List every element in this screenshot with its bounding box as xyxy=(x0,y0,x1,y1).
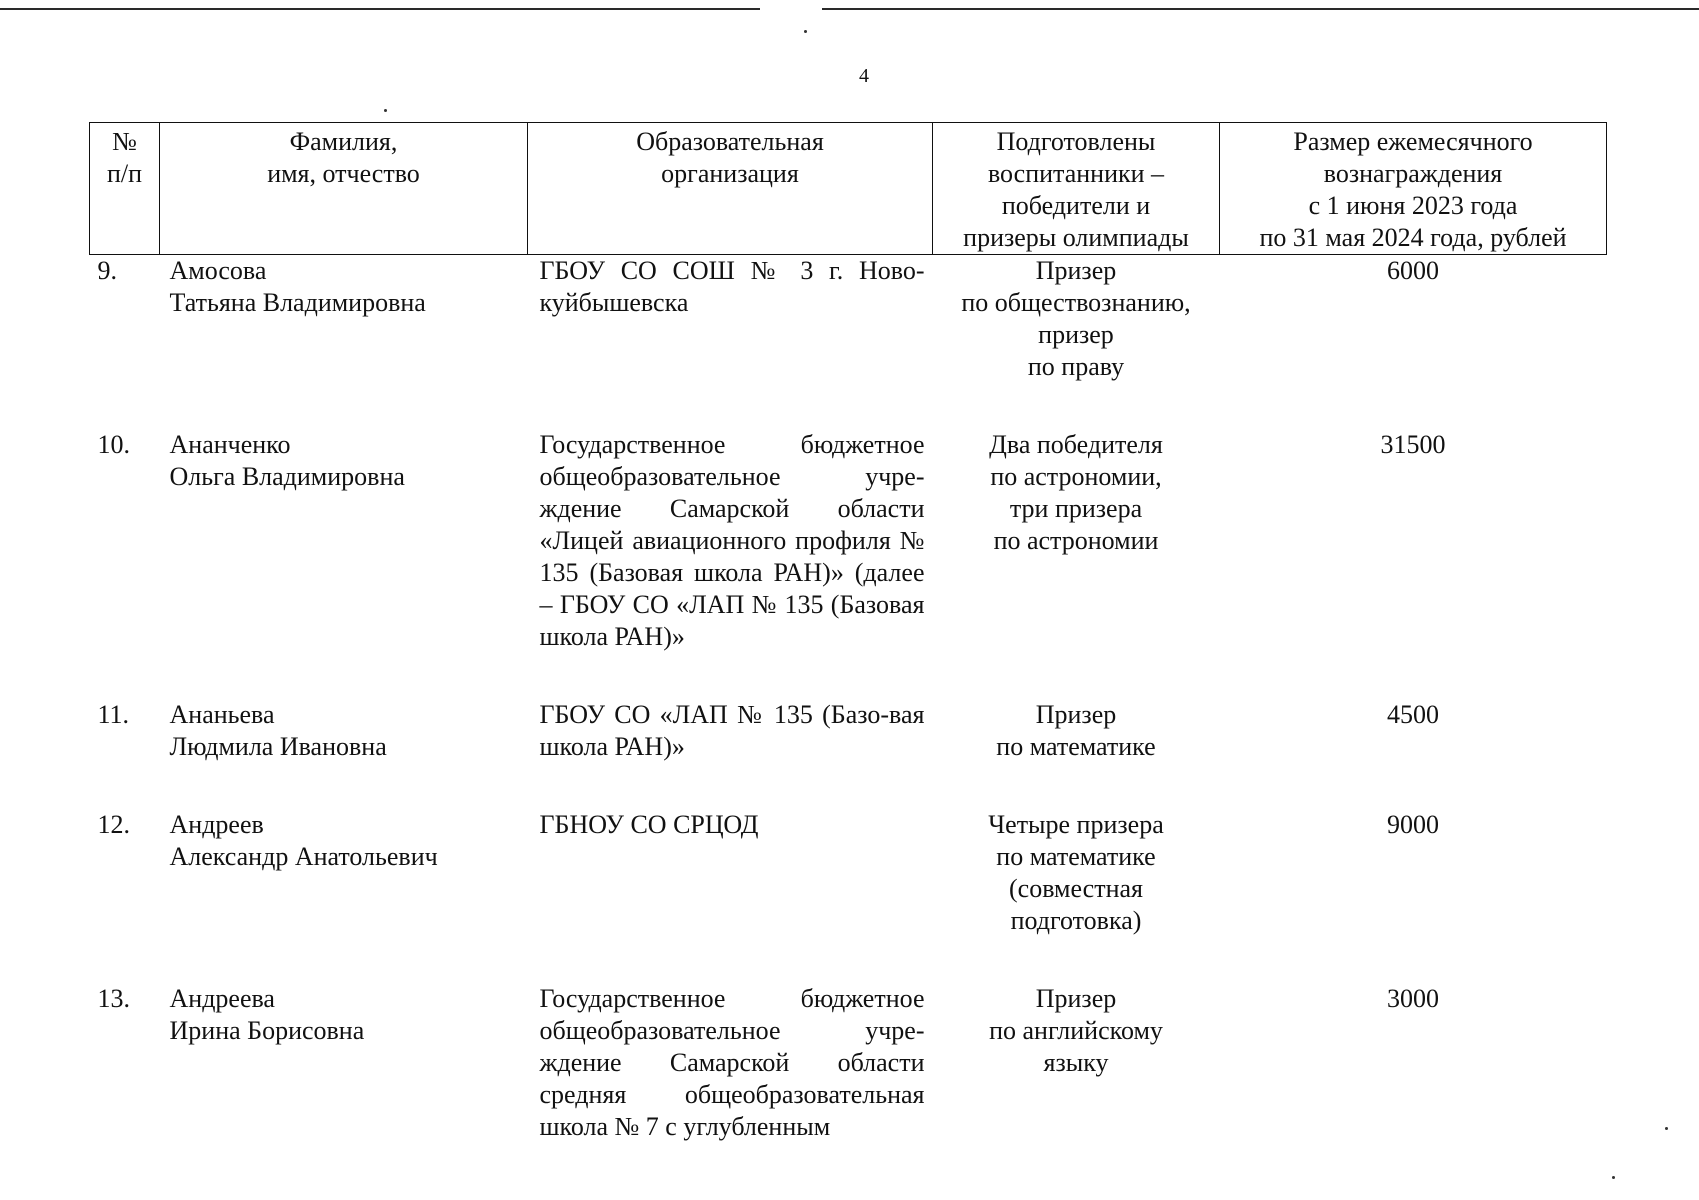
header-winners-line: победители и xyxy=(1001,191,1151,220)
table-row xyxy=(90,429,1607,699)
winners xyxy=(933,429,1220,699)
winners-line: по астрономии, xyxy=(990,462,1162,491)
winners-line: Призер xyxy=(1035,256,1117,285)
award-amount: 6000 xyxy=(1387,256,1439,285)
awards-table xyxy=(89,122,1607,1143)
table-row xyxy=(90,699,1607,809)
winners-line: по математике xyxy=(996,732,1156,761)
header-winners-line: призеры олимпиады xyxy=(963,223,1189,252)
header-winners xyxy=(933,123,1220,255)
winners-line: три призера xyxy=(1009,494,1143,523)
header-org xyxy=(528,123,933,255)
person-given-names: Александр Анатольевич xyxy=(169,842,438,871)
person-surname: Амосова xyxy=(169,256,267,285)
table-row xyxy=(90,983,1607,1143)
winners-line: по праву xyxy=(1027,352,1125,381)
scan-top-rule-right xyxy=(822,8,1699,10)
award-amount: 3000 xyxy=(1387,984,1439,1013)
person-name xyxy=(160,255,528,430)
scan-speck xyxy=(1612,1176,1615,1179)
header-org-line: Образовательная xyxy=(636,127,824,156)
header-amount xyxy=(1220,123,1607,255)
winners-line: по обществознанию, xyxy=(961,288,1191,317)
winners-line: Призер xyxy=(1035,984,1117,1013)
winners-line: по английскому xyxy=(989,1016,1163,1045)
header-num xyxy=(90,123,160,255)
winners-line: (совместная xyxy=(1009,874,1143,903)
winners-line: по математике xyxy=(996,842,1156,871)
person-name xyxy=(160,809,528,983)
person-name xyxy=(160,699,528,809)
organization: ГБОУ СО СОШ № 3 г. Ново-куйбышевска xyxy=(539,256,925,317)
header-amount-line: с 1 июня 2023 года xyxy=(1308,191,1518,220)
header-amount-line: Размер ежемесячного xyxy=(1293,127,1533,156)
winners-line: Два победителя xyxy=(989,430,1163,459)
organization: Государственное бюджетное общеобразовательное учре-ждение Самарской области «Лицей авиационного профиля № 135 (Базовая школа РАН)» (далее – ГБОУ СО «ЛАП № 135 (Базовая школа РАН)» xyxy=(539,430,925,651)
winners xyxy=(933,983,1220,1143)
row-number: 10. xyxy=(97,430,130,459)
person-given-names: Ольга Владимировна xyxy=(169,462,405,491)
winners-line: Призер xyxy=(1035,700,1117,729)
header-amount-line: по 31 мая 2024 года, рублей xyxy=(1259,223,1567,252)
organization: ГБНОУ СО СРЦОД xyxy=(539,810,759,839)
page-number: 4 xyxy=(859,65,869,87)
organization: ГБОУ СО «ЛАП № 135 (Базо-вая школа РАН)» xyxy=(539,700,925,761)
winners-line: Четыре призера xyxy=(988,810,1164,839)
header-num-line: № xyxy=(112,127,137,156)
header-num-line: п/п xyxy=(106,159,143,188)
header-name xyxy=(160,123,528,255)
scan-speck xyxy=(804,30,807,33)
scan-speck xyxy=(384,109,387,112)
header-amount-line: вознаграждения xyxy=(1323,159,1503,188)
header-winners-line: Подготовлены xyxy=(996,127,1156,156)
winners xyxy=(933,255,1220,430)
header-name-line: Фамилия, xyxy=(289,127,398,156)
winners-line: языку xyxy=(1043,1048,1109,1077)
winners xyxy=(933,699,1220,809)
header-name-line: имя, отчество xyxy=(267,159,420,188)
person-surname: Ананченко xyxy=(169,430,291,459)
person-name xyxy=(160,429,528,699)
award-amount: 4500 xyxy=(1387,700,1439,729)
scan-speck xyxy=(1665,1127,1668,1130)
person-surname: Андреева xyxy=(169,984,275,1013)
table-row xyxy=(90,809,1607,983)
person-surname: Ананьева xyxy=(169,700,275,729)
table-row xyxy=(90,255,1607,430)
winners-line: по астрономии xyxy=(993,526,1159,555)
organization: Государственное бюджетное общеобразовательное учре-ждение Самарской области средняя общеобразовательная школа № 7 с углубленным xyxy=(539,984,925,1141)
header-org-line: организация xyxy=(661,159,799,188)
winners-line: призер xyxy=(1038,320,1114,349)
award-amount: 9000 xyxy=(1387,810,1439,839)
row-number: 9. xyxy=(97,256,117,285)
row-number: 12. xyxy=(97,810,130,839)
person-name xyxy=(160,983,528,1143)
row-number: 11. xyxy=(97,700,130,729)
table-header xyxy=(90,123,1607,255)
header-winners-line: воспитанники – xyxy=(987,159,1165,188)
row-number: 13. xyxy=(97,984,130,1013)
award-amount: 31500 xyxy=(1380,430,1446,459)
winners xyxy=(933,809,1220,983)
person-given-names: Ирина Борисовна xyxy=(169,1016,365,1045)
winners-line: подготовка) xyxy=(1010,906,1142,935)
person-given-names: Татьяна Владимировна xyxy=(169,288,426,317)
scan-top-rule-left xyxy=(0,8,760,10)
person-surname: Андреев xyxy=(169,810,264,839)
person-given-names: Людмила Ивановна xyxy=(169,732,387,761)
